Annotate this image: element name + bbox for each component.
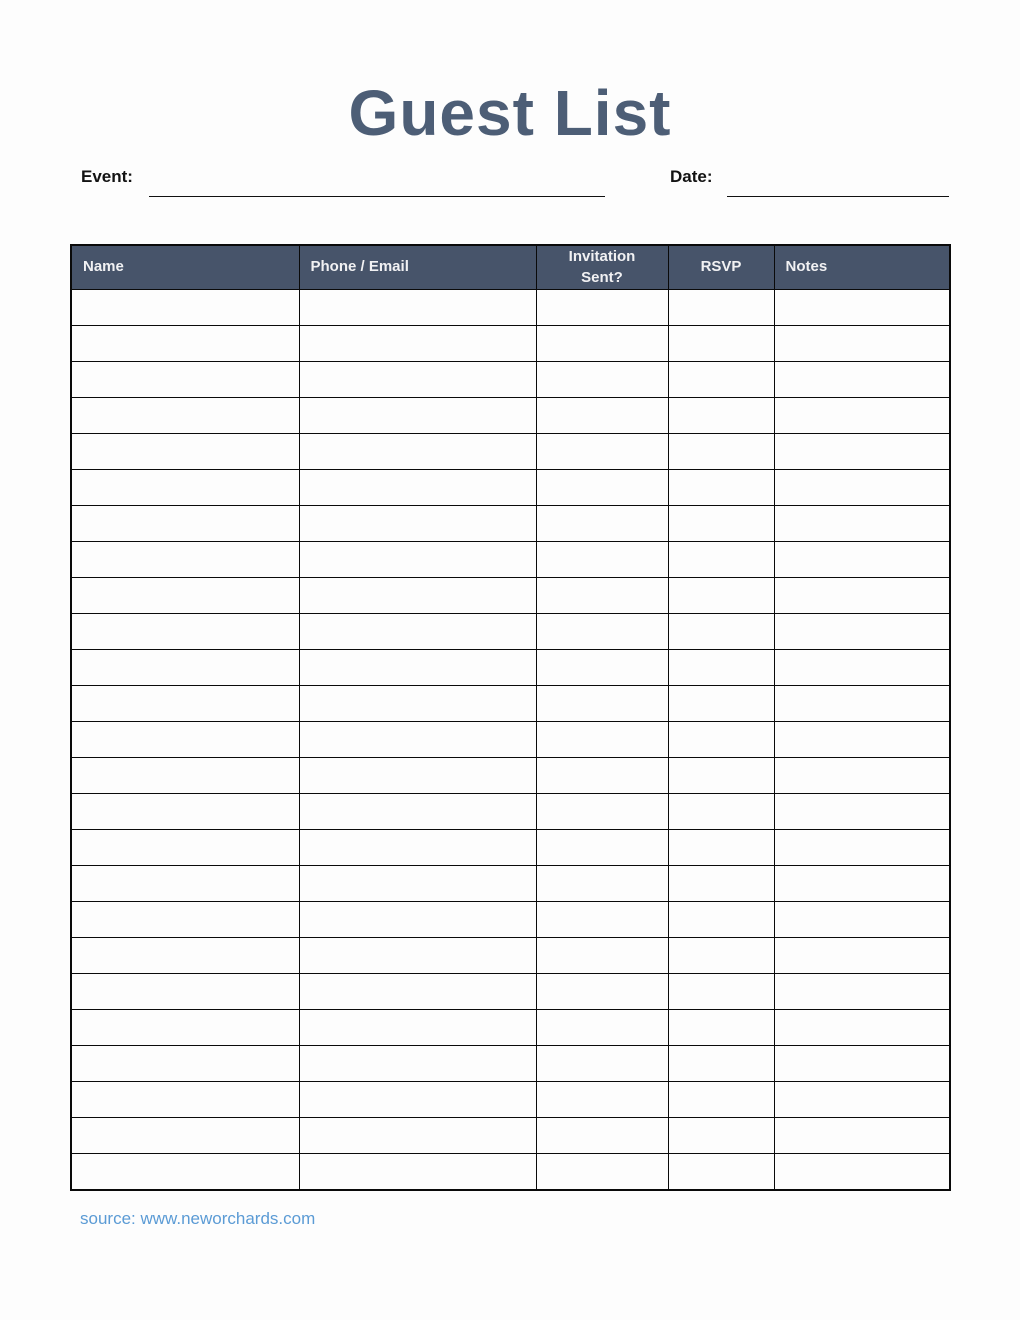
guest-cell-name[interactable] [71, 470, 299, 506]
guest-cell-name[interactable] [71, 434, 299, 470]
guest-cell-name[interactable] [71, 830, 299, 866]
guest-row [71, 362, 950, 398]
guest-cell-name[interactable] [71, 1010, 299, 1046]
guest-row [71, 434, 950, 470]
guest-cell-notes[interactable] [774, 830, 950, 866]
guest-cell-rsvp[interactable] [668, 974, 774, 1010]
guest-cell-invitation[interactable] [536, 506, 668, 542]
page-title: Guest List [348, 77, 672, 149]
guest-cell-notes[interactable] [774, 614, 950, 650]
guest-row [71, 866, 950, 902]
guest-cell-name[interactable] [71, 902, 299, 938]
guest-cell-rsvp[interactable] [668, 830, 774, 866]
column-header-invitation: Invitation Sent? [536, 245, 668, 290]
guest-cell-rsvp[interactable] [668, 1046, 774, 1082]
guest-cell-phone[interactable] [299, 938, 536, 974]
guest-cell-invitation[interactable] [536, 578, 668, 614]
guest-cell-rsvp[interactable] [668, 866, 774, 902]
guest-row [71, 794, 950, 830]
guest-cell-invitation[interactable] [536, 1082, 668, 1118]
guest-table-body [71, 290, 950, 1191]
guest-row [71, 290, 950, 326]
column-header-notes: Notes [774, 245, 950, 290]
source-link[interactable]: www.neworchards.com [140, 1209, 316, 1228]
guest-cell-rsvp[interactable] [668, 326, 774, 362]
guest-row [71, 1154, 950, 1191]
guest-cell-rsvp[interactable] [668, 902, 774, 938]
guest-cell-notes[interactable] [774, 1118, 950, 1154]
guest-cell-name[interactable] [71, 1118, 299, 1154]
guest-cell-notes[interactable] [774, 1082, 950, 1118]
guest-cell-phone[interactable] [299, 326, 536, 362]
guest-list-table [70, 244, 951, 1191]
guest-cell-invitation[interactable] [536, 938, 668, 974]
guest-cell-phone[interactable] [299, 614, 536, 650]
source-line [80, 1209, 315, 1229]
event-field[interactable] [149, 173, 605, 197]
source-prefix: source: [80, 1209, 141, 1228]
guest-cell-name[interactable] [71, 758, 299, 794]
guest-row [71, 326, 950, 362]
column-header-phone: Phone / Email [299, 245, 536, 290]
guest-cell-name[interactable] [71, 1082, 299, 1118]
guest-cell-rsvp[interactable] [668, 578, 774, 614]
guest-cell-name[interactable] [71, 974, 299, 1010]
guest-row [71, 938, 950, 974]
guest-cell-phone[interactable] [299, 830, 536, 866]
guest-cell-rsvp[interactable] [668, 1154, 774, 1191]
guest-row [71, 902, 950, 938]
guest-cell-invitation[interactable] [536, 650, 668, 686]
column-header-name: Name [71, 245, 299, 290]
date-field[interactable] [727, 173, 949, 197]
table-header-row [71, 245, 950, 290]
guest-cell-notes[interactable] [774, 758, 950, 794]
guest-cell-invitation[interactable] [536, 1046, 668, 1082]
guest-cell-phone[interactable] [299, 434, 536, 470]
guest-cell-notes[interactable] [774, 794, 950, 830]
guest-cell-phone[interactable] [299, 1118, 536, 1154]
guest-cell-invitation[interactable] [536, 542, 668, 578]
guest-cell-invitation[interactable] [536, 758, 668, 794]
guest-cell-invitation[interactable] [536, 398, 668, 434]
guest-cell-rsvp[interactable] [668, 722, 774, 758]
guest-cell-invitation[interactable] [536, 434, 668, 470]
guest-cell-name[interactable] [71, 290, 299, 326]
guest-cell-name[interactable] [71, 398, 299, 434]
guest-cell-phone[interactable] [299, 290, 536, 326]
guest-row [71, 542, 950, 578]
guest-cell-invitation[interactable] [536, 1010, 668, 1046]
guest-row [71, 758, 950, 794]
guest-row [71, 1046, 950, 1082]
guest-cell-notes[interactable] [774, 326, 950, 362]
guest-cell-phone[interactable] [299, 758, 536, 794]
guest-cell-rsvp[interactable] [668, 1118, 774, 1154]
column-header-rsvp: RSVP [668, 245, 774, 290]
guest-cell-invitation[interactable] [536, 794, 668, 830]
guest-cell-phone[interactable] [299, 578, 536, 614]
guest-cell-invitation[interactable] [536, 974, 668, 1010]
guest-cell-name[interactable] [71, 722, 299, 758]
guest-cell-notes[interactable] [774, 938, 950, 974]
guest-cell-name[interactable] [71, 686, 299, 722]
guest-cell-name[interactable] [71, 1154, 299, 1191]
guest-cell-invitation[interactable] [536, 686, 668, 722]
guest-cell-notes[interactable] [774, 722, 950, 758]
guest-cell-name[interactable] [71, 578, 299, 614]
date-label: Date: [670, 167, 713, 186]
guest-cell-rsvp[interactable] [668, 470, 774, 506]
guest-row [71, 578, 950, 614]
guest-cell-phone[interactable] [299, 902, 536, 938]
guest-cell-invitation[interactable] [536, 470, 668, 506]
guest-cell-rsvp[interactable] [668, 1010, 774, 1046]
guest-cell-notes[interactable] [774, 506, 950, 542]
guest-cell-notes[interactable] [774, 434, 950, 470]
guest-cell-notes[interactable] [774, 1046, 950, 1082]
guest-cell-phone[interactable] [299, 650, 536, 686]
guest-cell-invitation[interactable] [536, 362, 668, 398]
guest-cell-phone[interactable] [299, 362, 536, 398]
guest-cell-invitation[interactable] [536, 830, 668, 866]
guest-row [71, 974, 950, 1010]
guest-cell-notes[interactable] [774, 290, 950, 326]
guest-row [71, 1118, 950, 1154]
guest-cell-name[interactable] [71, 614, 299, 650]
guest-cell-notes[interactable] [774, 650, 950, 686]
guest-cell-name[interactable] [71, 938, 299, 974]
guest-row [71, 686, 950, 722]
guest-cell-notes[interactable] [774, 902, 950, 938]
guest-cell-phone[interactable] [299, 506, 536, 542]
guest-cell-name[interactable] [71, 794, 299, 830]
guest-cell-notes[interactable] [774, 542, 950, 578]
guest-cell-invitation[interactable] [536, 614, 668, 650]
guest-cell-invitation[interactable] [536, 1154, 668, 1191]
guest-cell-notes[interactable] [774, 578, 950, 614]
guest-cell-rsvp[interactable] [668, 686, 774, 722]
guest-cell-phone[interactable] [299, 722, 536, 758]
guest-cell-notes[interactable] [774, 362, 950, 398]
guest-cell-rsvp[interactable] [668, 290, 774, 326]
guest-cell-notes[interactable] [774, 398, 950, 434]
guest-cell-name[interactable] [71, 650, 299, 686]
guest-cell-rsvp[interactable] [668, 1082, 774, 1118]
guest-cell-phone[interactable] [299, 1046, 536, 1082]
guest-cell-invitation[interactable] [536, 290, 668, 326]
guest-row [71, 506, 950, 542]
guest-cell-phone[interactable] [299, 1010, 536, 1046]
guest-cell-notes[interactable] [774, 1154, 950, 1191]
guest-cell-invitation[interactable] [536, 722, 668, 758]
guest-cell-notes[interactable] [774, 866, 950, 902]
guest-cell-rsvp[interactable] [668, 506, 774, 542]
guest-cell-rsvp[interactable] [668, 938, 774, 974]
guest-cell-name[interactable] [71, 362, 299, 398]
guest-cell-rsvp[interactable] [668, 362, 774, 398]
guest-row [71, 722, 950, 758]
guest-cell-name[interactable] [71, 326, 299, 362]
guest-cell-phone[interactable] [299, 470, 536, 506]
guest-cell-notes[interactable] [774, 470, 950, 506]
guest-cell-phone[interactable] [299, 974, 536, 1010]
guest-cell-invitation[interactable] [536, 326, 668, 362]
guest-cell-invitation[interactable] [536, 902, 668, 938]
guest-cell-phone[interactable] [299, 542, 536, 578]
guest-cell-phone[interactable] [299, 1082, 536, 1118]
guest-cell-name[interactable] [71, 542, 299, 578]
guest-cell-phone[interactable] [299, 686, 536, 722]
guest-cell-rsvp[interactable] [668, 650, 774, 686]
guest-cell-notes[interactable] [774, 974, 950, 1010]
guest-row [71, 650, 950, 686]
guest-row [71, 398, 950, 434]
guest-cell-phone[interactable] [299, 398, 536, 434]
guest-cell-rsvp[interactable] [668, 542, 774, 578]
guest-cell-rsvp[interactable] [668, 758, 774, 794]
guest-row [71, 1082, 950, 1118]
guest-cell-name[interactable] [71, 506, 299, 542]
guest-cell-rsvp[interactable] [668, 794, 774, 830]
guest-row [71, 470, 950, 506]
guest-cell-rsvp[interactable] [668, 614, 774, 650]
guest-cell-rsvp[interactable] [668, 434, 774, 470]
guest-cell-notes[interactable] [774, 686, 950, 722]
guest-cell-phone[interactable] [299, 794, 536, 830]
guest-cell-name[interactable] [71, 866, 299, 902]
guest-row [71, 1010, 950, 1046]
guest-cell-notes[interactable] [774, 1010, 950, 1046]
guest-cell-phone[interactable] [299, 1154, 536, 1191]
guest-cell-invitation[interactable] [536, 1118, 668, 1154]
event-label: Event: [81, 167, 133, 186]
guest-cell-name[interactable] [71, 1046, 299, 1082]
guest-cell-phone[interactable] [299, 866, 536, 902]
guest-row [71, 830, 950, 866]
guest-cell-invitation[interactable] [536, 866, 668, 902]
guest-cell-rsvp[interactable] [668, 398, 774, 434]
guest-row [71, 614, 950, 650]
